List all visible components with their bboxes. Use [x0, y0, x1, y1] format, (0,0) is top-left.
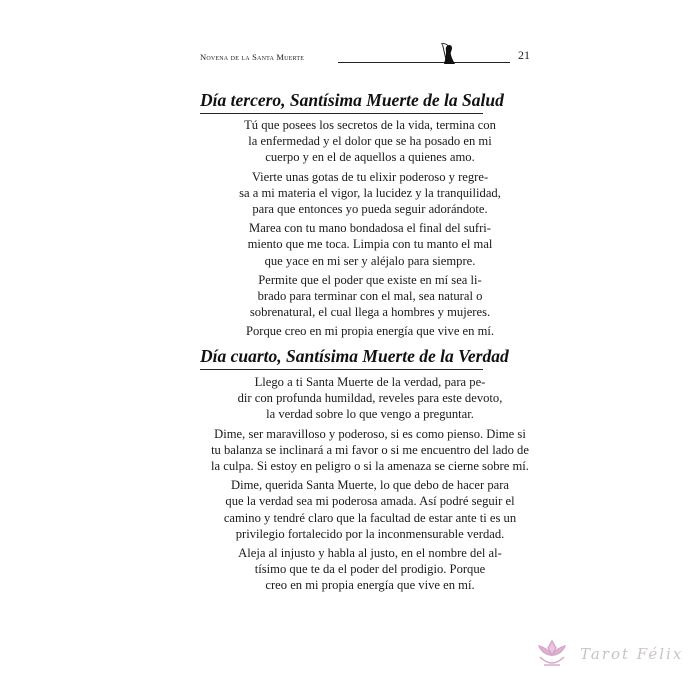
section-body [200, 117, 540, 343]
text-line: que la verdad sea mi poderosa amada. Así podré seguir el [225, 494, 515, 509]
paragraph [200, 323, 540, 339]
section-heading: Día tercero, Santísima Muerte de la Salud [200, 90, 504, 110]
watermark-text: Tarot Félix [580, 645, 684, 663]
paragraph [200, 426, 540, 475]
text-line: la verdad sobre lo que vengo a preguntar. [266, 407, 474, 422]
text-line: Marea con tu mano bondadosa el final del sufri- [249, 221, 491, 236]
grim-reaper-icon [438, 43, 458, 65]
lotus-logo-icon [534, 635, 570, 671]
text-line: Llego a ti Santa Muerte de la verdad, para pe- [254, 375, 486, 389]
text-line: Tú que posees los secretos de la vida, termina con [244, 118, 496, 132]
section-body [200, 374, 540, 597]
text-line: Dime, ser maravilloso y poderoso, si es como pienso. Dime si [214, 426, 526, 441]
text-line: camino y tendré claro que la facultad de estar ante ti es un [223, 510, 517, 525]
text-line: sobrenatural, el cual llega a hombres y mujeres. [249, 305, 491, 320]
text-line: privilegio fortalecido por la inconmensurable verdad. [235, 526, 505, 541]
heading-rule [200, 369, 483, 370]
paragraph [200, 220, 540, 269]
text-line: Porque creo en mi propia energía que vive en mí. [245, 324, 495, 339]
paragraph [200, 169, 540, 218]
text-line: Dime, querida Santa Muerte, lo que debo de hacer para [231, 478, 509, 493]
paragraph [200, 117, 540, 166]
text-line: la culpa. Si estoy en peligro o si la amenaza se cierne sobre mí. [211, 459, 529, 474]
running-head [200, 50, 530, 70]
text-line: tísimo que te da el poder del prodigio. Porque [254, 562, 486, 577]
text-line: creo en mi propia energía que vive en mí. [265, 578, 475, 593]
text-line: brado para terminar con el mal, sea natural o [257, 289, 483, 304]
text-line: dir con profunda humildad, reveles para este devoto, [237, 391, 503, 406]
text-line: tu balanza se inclinará a mi favor o si me encuentro del lado de [211, 442, 529, 457]
text-line: la enfermedad y el dolor que se ha posado en mi [248, 134, 492, 149]
text-line: cuerpo y en el de aquellos a quienes amo. [265, 150, 475, 165]
text-line: Vierte unas gotas de tu elixir poderoso y regre- [251, 169, 489, 184]
paragraph [200, 374, 540, 423]
text-line: para que entonces yo pueda seguir adorándote. [252, 202, 488, 217]
paragraph [200, 477, 540, 542]
section-heading: Día cuarto, Santísima Muerte de la Verdad [200, 346, 509, 366]
paragraph [200, 545, 540, 594]
running-title: Novena de la Santa Muerte [200, 52, 305, 62]
text-line: Aleja al injusto y habla al justo, en el nombre del al- [238, 546, 502, 561]
header-rule [338, 62, 510, 63]
watermark [534, 635, 684, 675]
text-line: que yace en mi ser y aléjalo para siempre. [264, 253, 476, 268]
text-line: miento que me toca. Limpia con tu manto el mal [247, 237, 493, 252]
text-line: sa a mi materia el vigor, la lucidez y la tranquilidad, [239, 185, 501, 200]
page-number: 21 [518, 48, 530, 62]
heading-rule [200, 113, 483, 114]
paragraph [200, 272, 540, 321]
text-line: Permite que el poder que existe en mí sea li- [258, 272, 482, 287]
